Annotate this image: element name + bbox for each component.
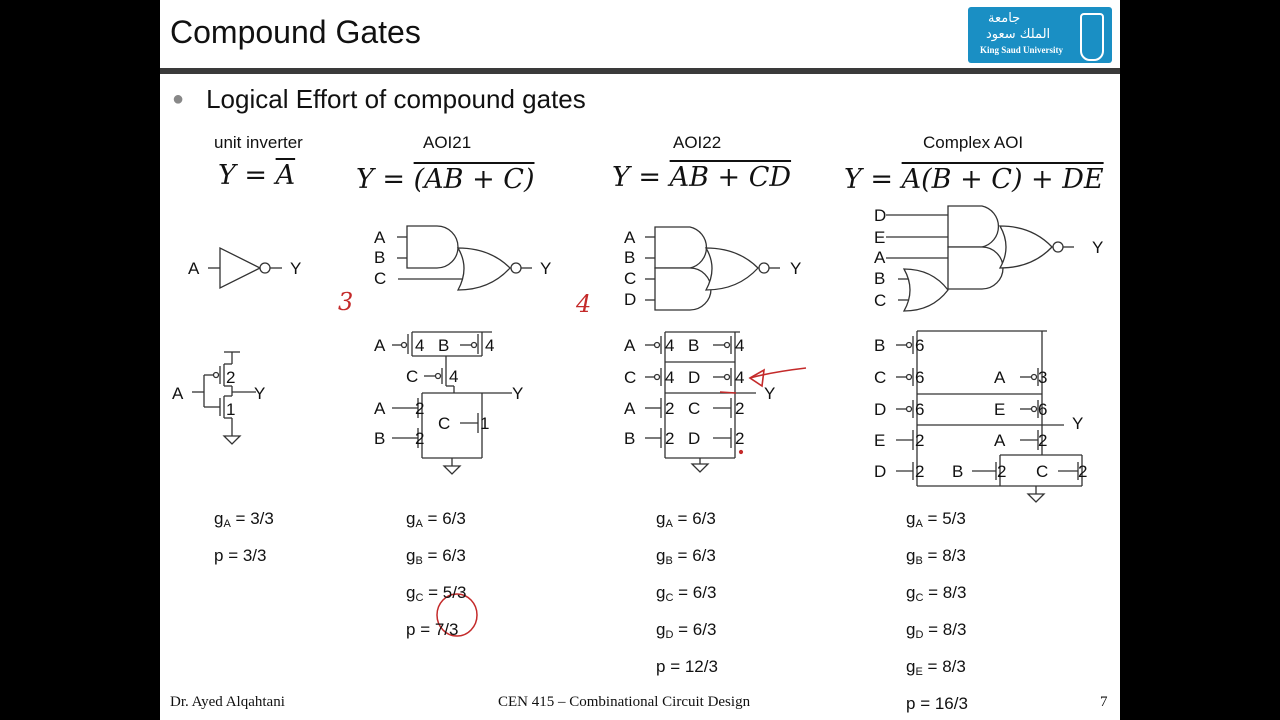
- footer-page-number: 7: [1100, 694, 1108, 710]
- svg-text:4: 4: [665, 368, 675, 387]
- svg-text:Y: Y: [254, 384, 266, 403]
- svg-text:2: 2: [997, 462, 1007, 481]
- svg-text:2: 2: [415, 399, 425, 418]
- annotation-3: 3: [338, 288, 354, 316]
- svg-text:E: E: [874, 228, 886, 247]
- inverter-transistor-schematic: [192, 352, 256, 444]
- svg-text:A: A: [374, 336, 386, 355]
- svg-text:D: D: [874, 206, 887, 225]
- svg-text:C: C: [874, 368, 887, 387]
- svg-text:B: B: [374, 429, 386, 448]
- svg-text:A: A: [624, 336, 636, 355]
- slide-title: Compound Gates: [170, 14, 421, 50]
- complex-aoi-gate-icon: [886, 206, 1074, 311]
- svg-text:B: B: [624, 429, 636, 448]
- svg-text:A: A: [374, 228, 386, 247]
- param-row: p = 7/3: [406, 620, 459, 639]
- svg-text:4: 4: [735, 336, 745, 355]
- param-row: $g_B = 6/3$: [406, 546, 466, 567]
- svg-text:A: A: [172, 384, 184, 403]
- svg-text:B: B: [874, 336, 886, 355]
- param-row: $g_B = 6/3$: [656, 546, 716, 567]
- bullet-dot-icon: ●: [172, 88, 185, 110]
- svg-text:D: D: [688, 429, 701, 448]
- params-inverter: [214, 503, 274, 571]
- param-row: $g_A = 3/3$: [214, 509, 274, 530]
- svg-text:4: 4: [485, 336, 495, 355]
- svg-text:C: C: [1036, 462, 1049, 481]
- eq-overlined: $\overline{A}$: [275, 160, 296, 191]
- svg-text:6: 6: [915, 336, 925, 355]
- svg-text:C: C: [624, 368, 637, 387]
- slide: [160, 0, 1120, 720]
- svg-text:Y: Y: [540, 259, 552, 278]
- svg-text:4: 4: [735, 368, 745, 387]
- svg-text:A: A: [874, 248, 886, 267]
- svg-text:2: 2: [735, 429, 745, 448]
- svg-text:1: 1: [226, 400, 236, 419]
- svg-text:C: C: [374, 269, 387, 288]
- svg-text:A: A: [994, 431, 1006, 450]
- svg-text:2: 2: [665, 429, 675, 448]
- logo-arabic-line2: الملك سعود: [986, 27, 1051, 42]
- svg-text:4: 4: [449, 367, 459, 386]
- svg-text:A: A: [624, 228, 636, 247]
- svg-text:Y: Y: [764, 384, 776, 403]
- svg-text:B: B: [438, 336, 450, 355]
- params-aoi22: [656, 503, 718, 682]
- params-complex: [906, 503, 968, 719]
- svg-text:6: 6: [915, 400, 925, 419]
- svg-text:C: C: [438, 414, 451, 433]
- svg-text:B: B: [874, 269, 886, 288]
- param-row: $g_D = 8/3$: [906, 620, 967, 641]
- eq-lhs: Y =: [844, 164, 902, 195]
- svg-text:A: A: [374, 399, 386, 418]
- param-row: $g_C = 8/3$: [906, 583, 967, 604]
- logo-english: King Saud University: [980, 45, 1064, 55]
- col-title-inverter: unit inverter: [214, 133, 303, 152]
- param-row: $g_D = 6/3$: [656, 620, 717, 641]
- svg-text:B: B: [688, 336, 700, 355]
- aoi22-gate-icon: [645, 227, 780, 310]
- param-row: $g_C = 5/3$: [406, 583, 467, 604]
- eq-overlined: (AB + C): [413, 164, 535, 195]
- annotation-4: 4: [576, 290, 592, 318]
- footer-course: CEN 415 – Combinational Circuit Design: [498, 694, 751, 710]
- svg-text:C: C: [624, 269, 637, 288]
- col-title-aoi21: AOI21: [423, 133, 472, 152]
- footer-author: Dr. Ayed Alqahtani: [170, 694, 285, 710]
- logo-arabic-line1: جامعة: [988, 11, 1021, 26]
- param-row: p = 12/3: [656, 657, 718, 676]
- svg-text:Y: Y: [790, 259, 802, 278]
- svg-text:2: 2: [415, 429, 425, 448]
- svg-text:C: C: [874, 291, 887, 310]
- svg-text:2: 2: [915, 431, 925, 450]
- svg-text:B: B: [374, 248, 386, 267]
- svg-text:B: B: [624, 248, 636, 267]
- inverter-gate-icon: [208, 248, 282, 288]
- col-title-complex: Complex AOI: [923, 133, 1024, 152]
- svg-text:C: C: [688, 399, 701, 418]
- svg-text:Y: Y: [290, 259, 302, 278]
- red-arrow-annotation-icon: [720, 368, 806, 453]
- param-row: p = 16/3: [906, 694, 968, 713]
- svg-text:6: 6: [915, 368, 925, 387]
- svg-text:C: C: [406, 367, 419, 386]
- param-row: $g_E = 8/3$: [906, 657, 966, 678]
- svg-text:Y: Y: [1072, 414, 1084, 433]
- svg-text:B: B: [952, 462, 964, 481]
- svg-text:D: D: [874, 462, 887, 481]
- eq-overlined: A(B + C) + DE: [901, 164, 1104, 195]
- param-row: $g_B = 8/3$: [906, 546, 966, 567]
- svg-text:A: A: [994, 368, 1006, 387]
- svg-text:A: A: [188, 259, 200, 278]
- param-row: p = 3/3: [214, 546, 267, 565]
- svg-text:2: 2: [735, 399, 745, 418]
- eq-lhs: Y =: [356, 164, 414, 195]
- svg-text:D: D: [624, 290, 637, 309]
- eq-lhs: Y =: [612, 162, 670, 193]
- param-row: $g_A = 5/3$: [906, 509, 966, 530]
- params-aoi21: [406, 503, 466, 645]
- circuit-diagrams: [160, 0, 1120, 720]
- svg-text:Y: Y: [512, 384, 524, 403]
- svg-text:E: E: [874, 431, 886, 450]
- svg-text:4: 4: [665, 336, 675, 355]
- svg-text:3: 3: [1038, 368, 1048, 387]
- svg-text:D: D: [874, 400, 887, 419]
- svg-text:D: D: [688, 368, 701, 387]
- svg-text:E: E: [994, 400, 1006, 419]
- svg-text:2: 2: [915, 462, 925, 481]
- param-row: $g_A = 6/3$: [656, 509, 716, 530]
- svg-text:Y: Y: [1092, 238, 1104, 257]
- svg-text:2: 2: [665, 399, 675, 418]
- svg-text:1: 1: [480, 414, 490, 433]
- eq-lhs: Y =: [218, 160, 276, 191]
- svg-text:4: 4: [415, 336, 425, 355]
- svg-text:2: 2: [1038, 431, 1048, 450]
- param-row: $g_A = 6/3$: [406, 509, 466, 530]
- svg-text:2: 2: [1078, 462, 1088, 481]
- bullet-text: Logical Effort of compound gates: [206, 84, 586, 114]
- eq-overlined: AB + CD: [669, 162, 792, 193]
- svg-text:2: 2: [226, 368, 236, 387]
- svg-text:6: 6: [1038, 400, 1048, 419]
- aoi21-gate-icon: [397, 226, 532, 290]
- param-row: $g_C = 6/3$: [656, 583, 717, 604]
- svg-text:A: A: [624, 399, 636, 418]
- col-title-aoi22: AOI22: [673, 133, 722, 152]
